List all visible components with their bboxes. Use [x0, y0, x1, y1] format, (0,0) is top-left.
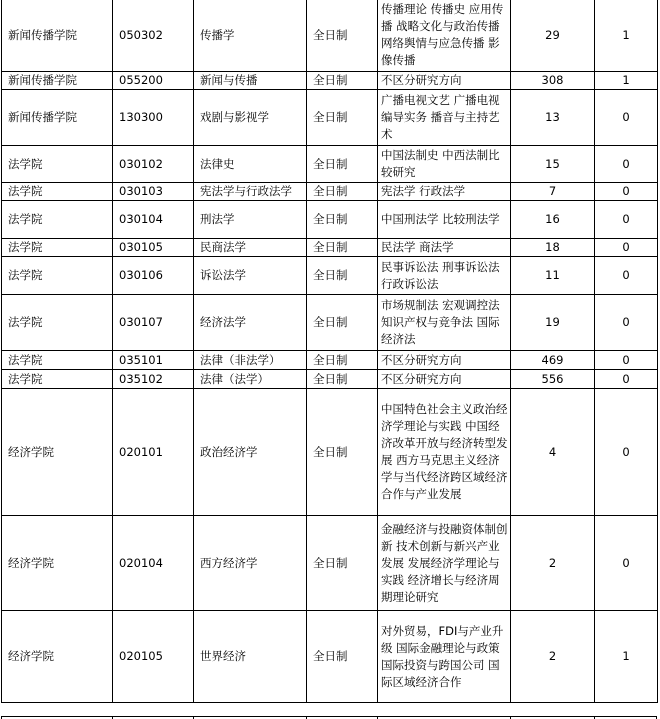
research-direction-cell: 中国刑法学 比较刑法学 [378, 201, 511, 239]
study-mode-cell: 全日制 [307, 72, 378, 90]
major-name-cell: 诉讼法学 [194, 257, 307, 295]
exempt-count-cell: 0 [595, 295, 658, 351]
exempt-count-cell: 0 [595, 351, 658, 370]
enrollment-count-cell: 13 [511, 90, 595, 146]
exempt-count-cell: 1 [595, 0, 658, 72]
major-name-cell: 宪法学与行政法学 [194, 183, 307, 201]
table-row [2, 72, 658, 90]
study-mode-cell: 全日制 [307, 257, 378, 295]
study-mode-cell: 全日制 [307, 201, 378, 239]
exempt-count-cell: 0 [595, 516, 658, 611]
college-cell: 经济学院 [2, 389, 113, 516]
major-code-cell: 030107 [113, 295, 194, 351]
study-mode-cell: 全日制 [307, 516, 378, 611]
research-direction-cell: 中国特色社会主义政治经济学理论与实践 中国经济改革开放与经济转型发展 西方马克思主义经济学与当代经济跨区域经济合作与产业发展 [378, 389, 511, 516]
exempt-count-cell: 0 [595, 90, 658, 146]
major-code-cell: 050302 [113, 0, 194, 72]
college-cell: 法学院 [2, 295, 113, 351]
table-row [2, 183, 658, 201]
table-row [2, 90, 658, 146]
study-mode-cell: 全日制 [307, 146, 378, 183]
study-mode-cell: 全日制 [307, 611, 378, 703]
enrollment-count-cell: 308 [511, 72, 595, 90]
exempt-count-cell: 0 [595, 239, 658, 257]
exempt-count-cell: 0 [595, 257, 658, 295]
enrollment-count-cell: 15 [511, 146, 595, 183]
table-row [2, 257, 658, 295]
enrollment-count-cell: 556 [511, 370, 595, 389]
major-code-cell: 030105 [113, 239, 194, 257]
major-name-cell: 传播学 [194, 0, 307, 72]
research-direction-cell: 广播电视文艺 广播电视编导实务 播音与主持艺术 [378, 90, 511, 146]
major-code-cell: 020104 [113, 516, 194, 611]
exempt-count-cell: 0 [595, 389, 658, 516]
college-cell: 法学院 [2, 183, 113, 201]
major-name-cell: 世界经济 [194, 611, 307, 703]
enrollment-count-cell: 2 [511, 516, 595, 611]
research-direction-cell: 市场规制法 宏观调控法 知识产权与竞争法 国际经济法 [378, 295, 511, 351]
enrollment-table [1, 0, 658, 703]
research-direction-cell: 民事诉讼法 刑事诉讼法 行政诉讼法 [378, 257, 511, 295]
research-direction-cell: 传播理论 传播史 应用传播 战略文化与政治传播 网络舆情与应急传播 影像传播 [378, 0, 511, 72]
college-cell: 新闻传播学院 [2, 72, 113, 90]
research-direction-cell: 民法学 商法学 [378, 239, 511, 257]
table-row [2, 295, 658, 351]
exempt-count-cell: 0 [595, 201, 658, 239]
enrollment-count-cell: 2 [511, 611, 595, 703]
major-code-cell: 035102 [113, 370, 194, 389]
enrollment-count-cell: 19 [511, 295, 595, 351]
enrollment-count-cell: 11 [511, 257, 595, 295]
table-row [2, 611, 658, 703]
college-cell: 法学院 [2, 351, 113, 370]
study-mode-cell: 全日制 [307, 0, 378, 72]
enrollment-count-cell: 29 [511, 0, 595, 72]
major-name-cell: 法律（非法学） [194, 351, 307, 370]
study-mode-cell: 全日制 [307, 351, 378, 370]
major-code-cell: 030106 [113, 257, 194, 295]
major-code-cell: 020105 [113, 611, 194, 703]
major-code-cell: 030104 [113, 201, 194, 239]
major-name-cell: 政治经济学 [194, 389, 307, 516]
enrollment-count-cell: 18 [511, 239, 595, 257]
major-name-cell: 新闻与传播 [194, 72, 307, 90]
table-row [2, 516, 658, 611]
table-row [2, 351, 658, 370]
major-code-cell: 020101 [113, 389, 194, 516]
research-direction-cell: 对外贸易，FDI与产业升级 国际金融理论与政策 国际投资与跨国公司 国际区域经济合作 [378, 611, 511, 703]
college-cell: 经济学院 [2, 516, 113, 611]
major-code-cell: 055200 [113, 72, 194, 90]
major-name-cell: 西方经济学 [194, 516, 307, 611]
exempt-count-cell: 1 [595, 611, 658, 703]
college-cell: 经济学院 [2, 611, 113, 703]
table-row [2, 370, 658, 389]
study-mode-cell: 全日制 [307, 389, 378, 516]
table-row [2, 0, 658, 72]
exempt-count-cell: 0 [595, 370, 658, 389]
enrollment-count-cell: 7 [511, 183, 595, 201]
exempt-count-cell: 1 [595, 72, 658, 90]
research-direction-cell: 不区分研究方向 [378, 370, 511, 389]
exempt-count-cell: 0 [595, 146, 658, 183]
table-row [2, 201, 658, 239]
research-direction-cell: 不区分研究方向 [378, 351, 511, 370]
college-cell: 新闻传播学院 [2, 90, 113, 146]
enrollment-count-cell: 16 [511, 201, 595, 239]
major-name-cell: 刑法学 [194, 201, 307, 239]
major-name-cell: 经济法学 [194, 295, 307, 351]
major-name-cell: 戏剧与影视学 [194, 90, 307, 146]
enrollment-count-cell: 4 [511, 389, 595, 516]
research-direction-cell: 金融经济与投融资体制创新 技术创新与新兴产业发展 发展经济学理论与实践 经济增长与经济周期理论研究 [378, 516, 511, 611]
major-name-cell: 法律史 [194, 146, 307, 183]
major-code-cell: 130300 [113, 90, 194, 146]
table-row [2, 146, 658, 183]
major-code-cell: 030103 [113, 183, 194, 201]
major-name-cell: 民商法学 [194, 239, 307, 257]
college-cell: 新闻传播学院 [2, 0, 113, 72]
table-body [2, 0, 658, 703]
study-mode-cell: 全日制 [307, 239, 378, 257]
table-row [2, 239, 658, 257]
major-code-cell: 030102 [113, 146, 194, 183]
research-direction-cell: 不区分研究方向 [378, 72, 511, 90]
research-direction-cell: 宪法学 行政法学 [378, 183, 511, 201]
college-cell: 法学院 [2, 201, 113, 239]
research-direction-cell: 中国法制史 中西法制比较研究 [378, 146, 511, 183]
major-code-cell: 035101 [113, 351, 194, 370]
college-cell: 法学院 [2, 370, 113, 389]
table-row [2, 389, 658, 516]
study-mode-cell: 全日制 [307, 90, 378, 146]
study-mode-cell: 全日制 [307, 183, 378, 201]
exempt-count-cell: 0 [595, 183, 658, 201]
major-name-cell: 法律（法学） [194, 370, 307, 389]
college-cell: 法学院 [2, 146, 113, 183]
college-cell: 法学院 [2, 257, 113, 295]
enrollment-count-cell: 469 [511, 351, 595, 370]
study-mode-cell: 全日制 [307, 370, 378, 389]
study-mode-cell: 全日制 [307, 295, 378, 351]
college-cell: 法学院 [2, 239, 113, 257]
